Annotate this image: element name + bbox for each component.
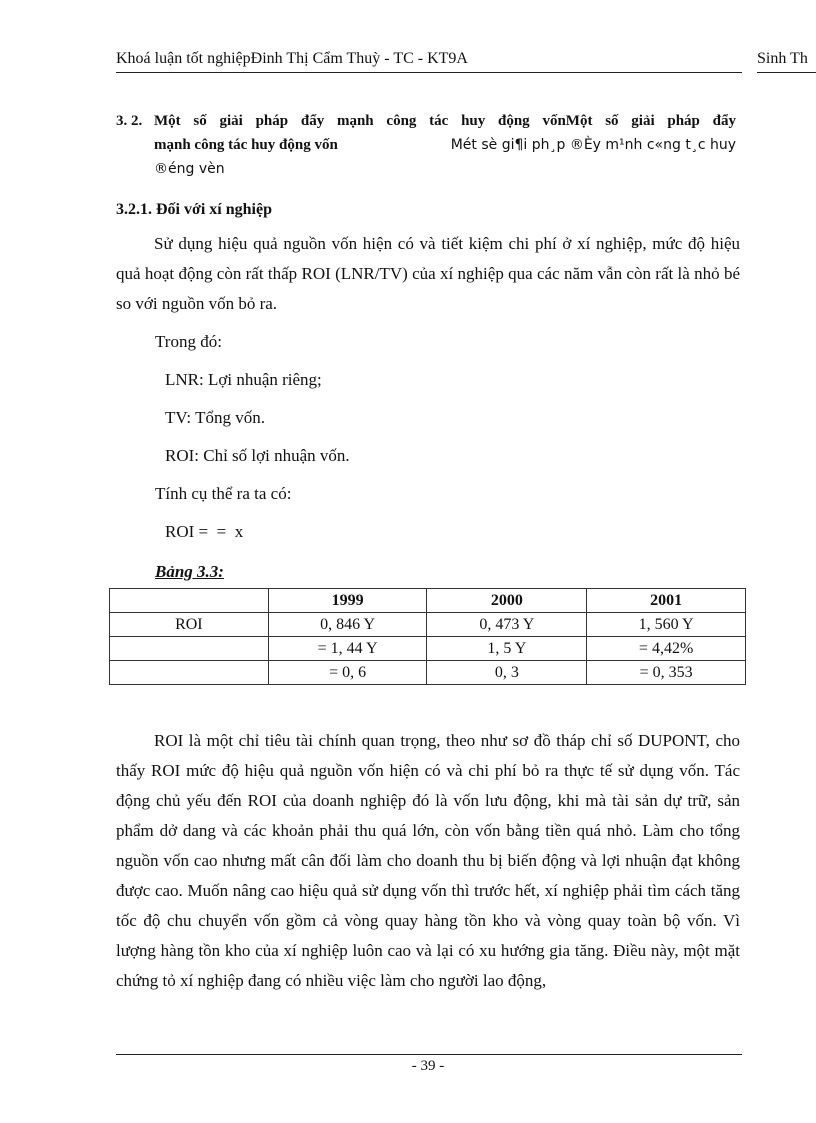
table-cell: 1, 5 Y	[427, 637, 587, 661]
running-header: Khoá luận tốt nghiệpĐinh Thị Cẩm Thuỳ - TC - KT9A	[116, 50, 468, 67]
table-cell: ROI	[110, 613, 269, 637]
heading-word: đẩy	[300, 113, 325, 129]
section-heading-line-2	[154, 134, 736, 157]
section-heading-line-3: ®éng vèn	[154, 161, 225, 177]
table-cell: 0, 846 Y	[268, 613, 427, 637]
running-header-right: Sinh Th	[757, 50, 808, 67]
paragraph-2-text: ROI là một chỉ tiêu tài chính quan trọng, theo như sơ đồ tháp chỉ số DUPONT, cho thấy ROI mức độ hiệu quả nguồn vốn hiện có và chi phí bỏ ra thực tế sử dụng vốn. Tác động chủ yếu đến ROI của doanh nghiệp đó là vốn lưu động, khi mà tài sản dự trữ, sản phẩm dở dang và các khoản phải thu quá lớn, còn vốn bằng tiền quá nhỏ. Làm cho tổng nguồn vốn cao nhưng mất cân đối làm cho doanh thu bị biến động và lợi nhuận đạt không được cao. Muốn nâng cao hiệu quả sử dụng vốn thì trước hết, xí nghiệp phải tìm cách tăng tốc độ chu chuyển vốn gồm cả vòng quay hàng tồn kho và vòng quay toàn bộ vốn. Vì lượng hàng tồn kho của xí nghiệp luôn cao và lại có xu hướng gia tăng. Điều này, một mặt chứng tỏ xí nghiệp đang có nhiều việc làm cho người lao động,	[116, 731, 740, 990]
heading-word: mạnh	[336, 113, 374, 129]
heading-word: giải	[219, 113, 243, 129]
page-number: - 39 -	[411, 1058, 445, 1074]
table-cell: 0, 473 Y	[427, 613, 587, 637]
heading-word: động	[498, 113, 530, 129]
heading-word: pháp	[667, 113, 700, 129]
subsection-title: 3.2.1. Đối với xí nghiệp	[116, 201, 272, 218]
table-header-row	[110, 589, 746, 613]
paragraph-2	[116, 726, 740, 996]
table-cell: 0, 3	[427, 661, 587, 685]
definition-roi: ROI: Chỉ số lợi nhuận vốn.	[165, 446, 350, 465]
table-cell: = 0, 353	[587, 661, 746, 685]
table-header-cell: 1999	[268, 589, 427, 613]
heading-word: vốnMột	[542, 113, 593, 129]
roi-table	[109, 588, 746, 685]
heading-word: công	[386, 113, 417, 129]
table-cell: 1, 560 Y	[587, 613, 746, 637]
heading-text: mạnh công tác huy động vốn	[154, 137, 338, 153]
table-row	[110, 613, 746, 637]
heading-word: huy	[461, 113, 486, 129]
definition-tv: TV: Tổng vốn.	[165, 408, 265, 427]
definition-lnr: LNR: Lợi nhuận riêng;	[165, 370, 322, 389]
table-cell	[110, 637, 269, 661]
heading-garbled-text: Mét sè gi¶i ph¸p ®Èy m¹nh c«ng t¸c huy	[450, 137, 736, 153]
table-cell: = 0, 6	[268, 661, 427, 685]
heading-word: tác	[429, 113, 449, 129]
paragraph-1-text: Sử dụng hiệu quả nguồn vốn hiện có và tiết kiệm chi phí ở xí nghiệp, mức độ hiệu quả hoạt động còn rất thấp ROI (LNR/TV) của xí nghiệp qua các năm vẫn còn rất là nhỏ bé so với nguồn vốn bỏ ra.	[116, 234, 740, 313]
heading-word: đẩy	[712, 113, 736, 129]
table-row	[110, 661, 746, 685]
table-header-cell: 2000	[427, 589, 587, 613]
table-row	[110, 637, 746, 661]
roi-formula: ROI = = x	[165, 522, 244, 541]
heading-word: số	[605, 113, 619, 129]
table-cell: = 4,42%	[587, 637, 746, 661]
table-cell	[110, 661, 269, 685]
section-number: 3. 2.	[116, 113, 143, 129]
footer-divider	[116, 1054, 742, 1055]
table-header-cell: 2001	[587, 589, 746, 613]
table-cell: = 1, 44 Y	[268, 637, 427, 661]
header-divider-right	[757, 72, 816, 73]
heading-word: số	[193, 113, 207, 129]
table-caption: Bảng 3.3:	[155, 562, 224, 581]
section-heading-line-1	[154, 110, 736, 133]
paragraph-1	[116, 229, 740, 319]
calculation-intro: Tính cụ thể ra ta có:	[155, 484, 292, 503]
heading-word: Một	[154, 113, 181, 129]
header-divider	[116, 72, 742, 73]
heading-word: pháp	[255, 113, 289, 129]
table-header-cell	[110, 589, 269, 613]
where-label: Trong đó:	[155, 332, 222, 351]
heading-word: giải	[631, 113, 655, 129]
